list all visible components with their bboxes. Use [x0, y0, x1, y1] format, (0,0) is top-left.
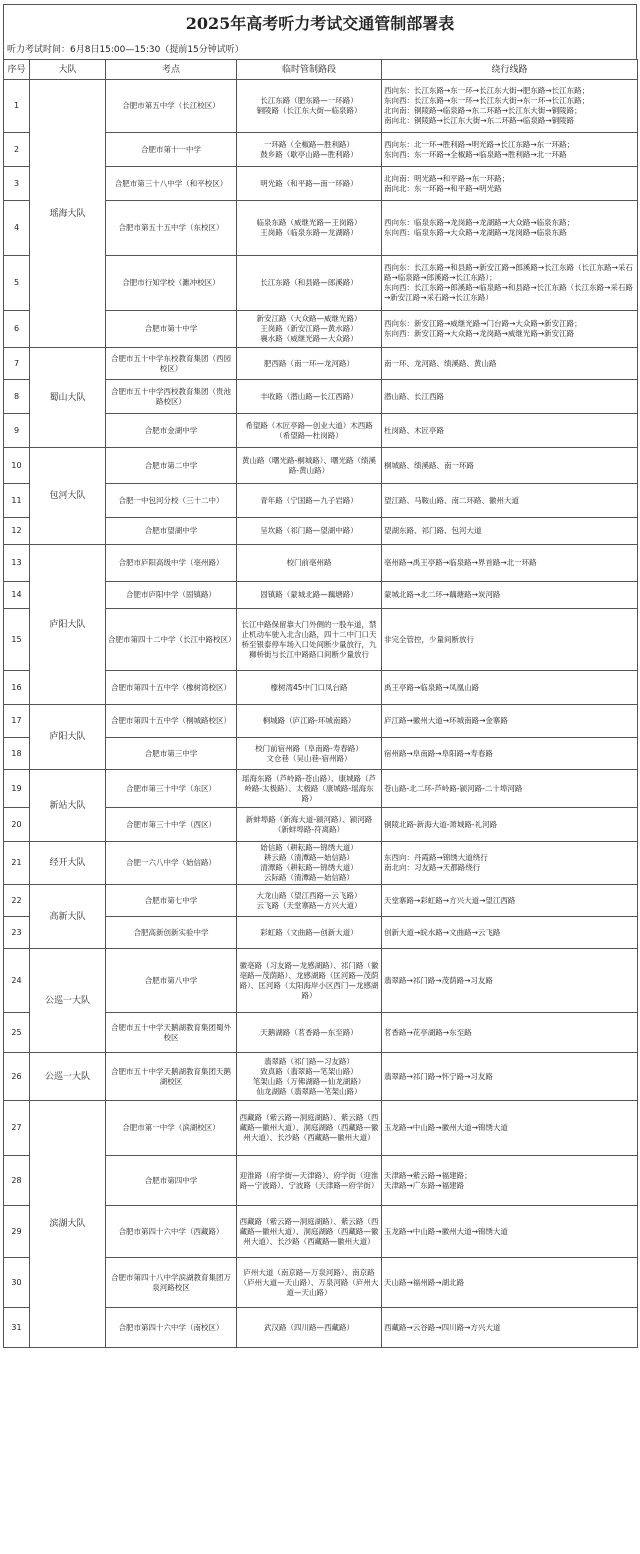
detour-route-cell: 天堂寨路→彩虹路→方兴大道→望江西路 [382, 885, 638, 917]
control-section-cell: 大龙山路（望江西路—云飞路） 云飞路（天堂寨路—方兴大道） [237, 885, 382, 917]
row-index: 16 [4, 671, 30, 705]
row-index: 4 [4, 201, 30, 256]
school-cell: 合肥市第四十五中学（橡树湾校区） [106, 671, 237, 705]
table-row [4, 842, 638, 885]
table-row [4, 80, 638, 133]
table-body [4, 80, 638, 1348]
control-section-cell: 固镇路（蒙城北路—藕塘路） [237, 582, 382, 609]
detour-route-cell: 玉龙路→中山路→徽州大道→锦绣大道 [382, 1206, 638, 1258]
detour-route-cell: 非完全管控，少量间断放行 [382, 609, 638, 671]
school-cell: 合肥市第四十六中学（南校区） [106, 1308, 237, 1348]
school-cell: 合肥市第四十八中学滨湖教育集团万泉河路校区 [106, 1258, 237, 1308]
header-control: 临时管制路段 [237, 60, 382, 80]
team-cell: 公巡一大队 [30, 949, 106, 1053]
row-index: 3 [4, 167, 30, 201]
row-index: 5 [4, 256, 30, 311]
control-section-cell: 桐城路（庐江路-环城南路） [237, 705, 382, 738]
detour-route-cell: 翡翠路→祁门路→怀宁路→习友路 [382, 1053, 638, 1101]
table-row [4, 770, 638, 808]
team-cell: 公巡一大队 [30, 1053, 106, 1101]
control-section-cell: 明光路（和平路—南一环路） [237, 167, 382, 201]
team-cell: 蜀山大队 [30, 348, 106, 448]
detour-route-cell: 禹王亭路→临泉路→凤凰山路 [382, 671, 638, 705]
school-cell: 合肥市第三十八中学（和平校区） [106, 167, 237, 201]
detour-route-cell: 玉龙路→中山路→徽州大道→锦绣大道 [382, 1101, 638, 1156]
team-cell: 滨湖大队 [30, 1101, 106, 1348]
detour-route-cell: 东西向：丹霞路→锦绣大道绕行 南北向：习友路→天都路绕行 [382, 842, 638, 885]
row-index: 24 [4, 949, 30, 1013]
school-cell: 合肥市第八中学 [106, 949, 237, 1013]
control-section-cell: 呈坎路（祁门路—望湖中路） [237, 518, 382, 545]
control-section-cell: 西藏路（紫云路—洞庭湖路）、紫云路（西藏路—徽州大道）、洞庭湖路（西藏路—徽州大道）、长沙路（西藏路—徽州大道） [237, 1101, 382, 1156]
school-cell: 合肥市金湖中学 [106, 414, 237, 448]
control-section-cell: 一环路（全椒路—胜利路） 鼓乡路（歇亭山路—胜利路） [237, 133, 382, 167]
detour-route-cell: 桐城路、绩溪路、南一环路 [382, 448, 638, 484]
detour-route-cell: 天津路→紫云路→福建路； 天津路→广东路→福建路 [382, 1156, 638, 1206]
school-cell: 合肥市第四中学 [106, 1156, 237, 1206]
table-row [4, 448, 638, 484]
row-index: 14 [4, 582, 30, 609]
control-section-cell: 校门前宿州路（阜南路-寿春路） 文仓巷（吴山巷-宿州路） [237, 738, 382, 770]
control-section-cell: 长江东路（和县路—郎溪路） [237, 256, 382, 311]
school-cell: 合肥市五十中学天鹅湖教育集团天鹅湖校区 [106, 1053, 237, 1101]
table-row [4, 348, 638, 380]
team-cell: 高新大队 [30, 885, 106, 949]
detour-route-cell: 翡翠路→祁门路→茂荫路→习友路 [382, 949, 638, 1013]
detour-route-cell: 蒙城北路→北二环→藕塘路→炭河路 [382, 582, 638, 609]
row-index: 18 [4, 738, 30, 770]
team-cell: 庐阳大队 [30, 705, 106, 770]
table-row [4, 705, 638, 738]
school-cell: 合肥市第三中学 [106, 738, 237, 770]
team-cell: 瑶海大队 [30, 80, 106, 348]
control-section-cell: 始信路（耕耘路—锦绣大道） 耕云路（清潭路—始信路） 清潭路（耕耘路—锦绣大道） 云际路（清潭路—始信路） [237, 842, 382, 885]
school-cell: 合肥一六八中学（始信路） [106, 842, 237, 885]
school-cell: 合肥一中包河分校（三十二中） [106, 484, 237, 518]
detour-route-cell: 北向南：明光路→和平路→东一环路； 南向北：东一环路→和平路→明光路 [382, 167, 638, 201]
detour-route-cell: 潜山路、长江西路 [382, 380, 638, 414]
team-cell: 新站大队 [30, 770, 106, 842]
detour-route-cell: 苍山路-北二环-芦岭路-颍河路-二十埠河路 [382, 770, 638, 808]
school-cell: 合肥市五十中学天鹅湖教育集团蜀外校区 [106, 1013, 237, 1053]
row-index: 12 [4, 518, 30, 545]
header-school: 考点 [106, 60, 237, 80]
control-section-cell: 肥西路（南一环—龙河路） [237, 348, 382, 380]
row-index: 9 [4, 414, 30, 448]
row-index: 26 [4, 1053, 30, 1101]
control-section-cell: 迎淮路（府学街—天津路）、府学街（迎淮路—宁波路）、宁波路（天津路—府学街） [237, 1156, 382, 1206]
row-index: 19 [4, 770, 30, 808]
row-index: 28 [4, 1156, 30, 1206]
row-index: 7 [4, 348, 30, 380]
row-index: 10 [4, 448, 30, 484]
control-section-cell: 希望路（木匠亭路—创业大道）木西路（希望路—杜岗路） [237, 414, 382, 448]
row-index: 17 [4, 705, 30, 738]
row-index: 15 [4, 609, 30, 671]
row-index: 29 [4, 1206, 30, 1258]
detour-route-cell: 亳州路→禹王亭路→临泉路→界首路→北一环路 [382, 545, 638, 582]
control-section-cell: 徽亳路（习友路—龙感湖路）、祁门路（徽亳路—茂荫路）、龙感湖路（匡河路—茂荫路）、匡河路（太阳海岸小区西门—龙感湖路） [237, 949, 382, 1013]
header-team: 大队 [30, 60, 106, 80]
detour-route-cell: 南一环、龙河路、绩溪路、黄山路 [382, 348, 638, 380]
row-index: 25 [4, 1013, 30, 1053]
header-route: 绕行线路 [382, 60, 638, 80]
control-section-cell: 校门前亳州路 [237, 545, 382, 582]
row-index: 27 [4, 1101, 30, 1156]
school-cell: 合肥市第五十五中学（东校区） [106, 201, 237, 256]
school-cell: 合肥市第二中学 [106, 448, 237, 484]
team-cell: 庐阳大队 [30, 545, 106, 705]
table-row [4, 1053, 638, 1101]
document-title: 2025年高考听力考试交通管制部署表 [3, 4, 637, 42]
school-cell: 合肥市第四十五中学（桐城路校区） [106, 705, 237, 738]
school-cell: 合肥市第四十六中学（西藏路） [106, 1206, 237, 1258]
control-section-cell: 庐州大道（南京路—万泉河路）、南京路（庐州大道—天山路）、万泉河路（庐州大道—天山路） [237, 1258, 382, 1308]
control-section-cell: 橡树湾45中门口凤台路 [237, 671, 382, 705]
control-section-cell: 武汉路（四川路—西藏路） [237, 1308, 382, 1348]
detour-route-cell: 庐江路→徽州大道→环城南路→金寨路 [382, 705, 638, 738]
table-row [4, 885, 638, 917]
table-header-row [4, 60, 638, 80]
detour-route-cell: 宿州路→阜南路→阜阳路→寿春路 [382, 738, 638, 770]
row-index: 30 [4, 1258, 30, 1308]
control-section-cell: 长江中路保留靠大门外侧的一股车道，禁止机动车驶入北含山路，四十二中门口天桥至银泰停车场入口处间断少量放行，九狮桥街与长江中路路口间断少量放行 [237, 609, 382, 671]
school-cell: 合肥市第七中学 [106, 885, 237, 917]
school-cell: 合肥市五十中学东校教育集团（西园校区） [106, 348, 237, 380]
table-row [4, 949, 638, 1013]
control-section-cell: 新安江路（大众路—威继光路） 王岗路（新安江路—黄水路） 襄水路（威继光路—大众路） [237, 311, 382, 348]
control-section-cell: 青年路（宁国路—九子岩路） [237, 484, 382, 518]
detour-route-cell: 天山路→福州路→湖北路 [382, 1258, 638, 1308]
school-cell: 合肥市庐阳中学（固镇路） [106, 582, 237, 609]
row-index: 20 [4, 808, 30, 842]
school-cell: 合肥市第三十中学（东区） [106, 770, 237, 808]
traffic-control-table [3, 59, 638, 1348]
detour-route-cell: 望湖东路、祁门路、包河大道 [382, 518, 638, 545]
control-section-cell: 黄山路（曙光路-桐城路）、曙光路（绩溪路-黄山路） [237, 448, 382, 484]
row-index: 11 [4, 484, 30, 518]
school-cell: 合肥市庐阳高级中学（亳州路） [106, 545, 237, 582]
row-index: 23 [4, 917, 30, 949]
school-cell: 合肥市行知学校（濉冲校区） [106, 256, 237, 311]
detour-route-cell: 西向东：新安江路→威继光路→门台路→大众路→新安江路； 东向西：新安江路→大众路→龙岗路→威继光路→新安江路 [382, 311, 638, 348]
school-cell: 合肥市第十中学 [106, 311, 237, 348]
detour-route-cell: 创新大道→皖水路→文曲路→云飞路 [382, 917, 638, 949]
school-cell: 合肥市第三十中学（西区） [106, 808, 237, 842]
row-index: 1 [4, 80, 30, 133]
control-section-cell: 翡翠路（祁门路—习友路） 致真路（翡翠路—笔架山路） 笔架山路（万佛湖路—仙龙湖路） 仙龙湖路（翡翠路—笔架山路） [237, 1053, 382, 1101]
control-section-cell: 丰收路（潜山路—长江西路） [237, 380, 382, 414]
detour-route-cell: 西向东：北一环→胜利路→明光路→长江东路→东一环路； 东向西：东一环路→全椒路→临泉路→胜利路→北一环路 [382, 133, 638, 167]
row-index: 13 [4, 545, 30, 582]
row-index: 21 [4, 842, 30, 885]
school-cell: 合肥市第五中学（长江校区） [106, 80, 237, 133]
row-index: 22 [4, 885, 30, 917]
control-section-cell: 长江东路（肥东路—一环路） 铜陵路（长江东大街—临泉路） [237, 80, 382, 133]
control-section-cell: 西藏路（紫云路—洞庭湖路）、紫云路（西藏路—徽州大道）、洞庭湖路（西藏路—徽州大道）、长沙路（西藏路—徽州大道） [237, 1206, 382, 1258]
detour-route-cell: 西向东：长江东路→东一环→长江东大街→肥东路→长江东路； 东向西：长江东路→东一环→长江东大街→东一环→长江东路； 北向南：铜陵路→临泉路→东二环路→长江东大街→铜陵路； 南向北：铜陵路→长江东大街→东二环路→临泉路→铜陵路 [382, 80, 638, 133]
detour-route-cell: 西向东：长江东路→和县路→新安江路→郎溪路→长江东路（长江东路→采石路→临泉路→郎溪路→长江东路）； 东向西：长江东路→郎溪路→临泉路→和县路→长江东路（长江东路→采石路→新安江路→采石路→长江东路） [382, 256, 638, 311]
school-cell: 合肥市望湖中学 [106, 518, 237, 545]
detour-route-cell: 铜陵北路-新海大道-萧城路-礼河路 [382, 808, 638, 842]
school-cell: 合肥高新创新实验中学 [106, 917, 237, 949]
control-section-cell: 新蚌埠路（新海大道-颍河路）、颍河路（新蚌埠路-符离路） [237, 808, 382, 842]
row-index: 8 [4, 380, 30, 414]
school-cell: 合肥市第四十二中学（长江中路校区） [106, 609, 237, 671]
team-cell: 经开大队 [30, 842, 106, 885]
school-cell: 合肥市五十中学西校教育集团（贵池路校区） [106, 380, 237, 414]
detour-route-cell: 杜岗路、木匠亭路 [382, 414, 638, 448]
table-row [4, 1101, 638, 1156]
row-index: 6 [4, 311, 30, 348]
school-cell: 合肥市第一中学（滨湖校区） [106, 1101, 237, 1156]
detour-route-cell: 望江路、马鞍山路、南二环路、徽州大道 [382, 484, 638, 518]
table-row [4, 545, 638, 582]
control-section-cell: 天鹅湖路（茗香路—东至路） [237, 1013, 382, 1053]
detour-route-cell: 茗香路→花亭湖路→东至路 [382, 1013, 638, 1053]
control-section-cell: 彩虹路（文曲路—创新大道） [237, 917, 382, 949]
exam-time-note: 听力考试时间：6月8日15:00—15:30（提前15分钟试听） [3, 42, 637, 59]
team-cell: 包河大队 [30, 448, 106, 545]
control-section-cell: 临泉东路（威继光路—王岗路） 王岗路（临泉东路—龙湖路） [237, 201, 382, 256]
header-index: 序号 [4, 60, 30, 80]
detour-route-cell: 西藏路→云谷路→四川路→方兴大道 [382, 1308, 638, 1348]
row-index: 31 [4, 1308, 30, 1348]
detour-route-cell: 西向东：临泉东路→龙岗路→龙湖路→大众路→临泉东路； 东向西：临泉东路→大众路→龙湖路→龙岗路→临泉东路 [382, 201, 638, 256]
school-cell: 合肥市第十一中学 [106, 133, 237, 167]
control-section-cell: 瑶海东路（芦岭路-苍山路）、康城路（芦岭路-太极路）、太极路（康城路-瑶海东路） [237, 770, 382, 808]
row-index: 2 [4, 133, 30, 167]
